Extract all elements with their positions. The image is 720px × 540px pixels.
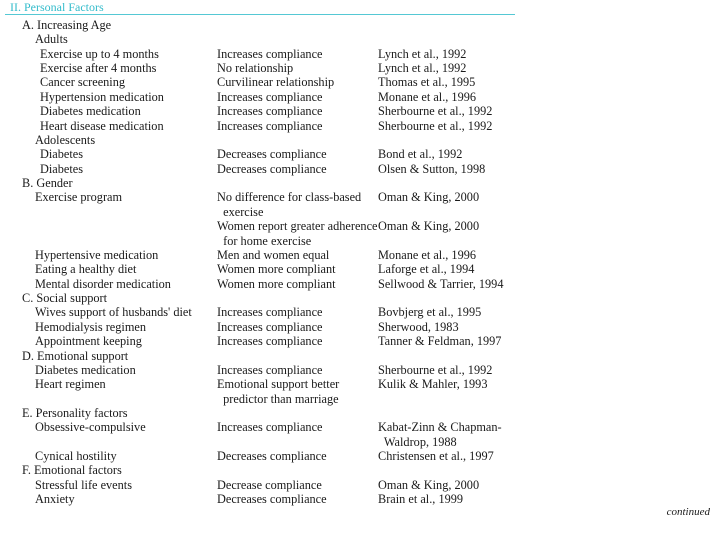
section-title: II. Personal Factors [10,0,104,14]
effect-cell: Decrease compliance [217,477,322,492]
factor-cell: Exercise after 4 months [40,61,157,76]
effect-cell: predictor than marriage [217,391,339,406]
reference-cell: Olsen & Sutton, 1998 [378,161,486,176]
factor-cell: Adolescents [35,132,96,147]
factor-cell: B. Gender [22,176,73,191]
effect-cell: Emotional support better [217,377,340,392]
reference-cell: Oman & King, 2000 [378,190,480,205]
effect-cell: Curvilinear relationship [217,75,335,90]
effect-cell: Increases compliance [217,305,323,320]
reference-cell: Sellwood & Tarrier, 1994 [378,276,504,291]
factor-cell: Diabetes medication [35,362,136,377]
factor-cell: Diabetes [40,147,84,162]
reference-cell: Christensen et al., 1997 [378,449,494,464]
reference-cell: Lynch et al., 1992 [378,46,467,61]
reference-cell: Oman & King, 2000 [378,477,480,492]
effect-cell: Increases compliance [217,118,323,133]
factor-cell: Heart regimen [35,377,106,392]
reference-cell: Laforge et al., 1994 [378,262,475,277]
factor-cell: D. Emotional support [22,348,129,363]
reference-cell: Monane et al., 1996 [378,89,477,104]
factor-cell: A. Increasing Age [22,18,112,32]
factor-cell: E. Personality factors [22,405,128,420]
effect-cell: No difference for class-based [217,190,362,205]
effect-cell: Decreases compliance [217,449,327,464]
reference-cell: Thomas et al., 1995 [378,75,476,90]
effect-cell: Women more compliant [217,276,336,291]
effect-cell: for home exercise [217,233,312,248]
factor-cell: Adults [35,32,68,47]
reference-cell: Lynch et al., 1992 [378,61,467,76]
effect-cell: Women report greater adherence [217,219,378,234]
effect-cell: Increases compliance [217,420,323,435]
effect-cell: exercise [217,204,264,219]
factor-cell: F. Emotional factors [22,463,122,478]
reference-cell: Sherbourne et al., 1992 [378,118,493,133]
factor-cell: Stressful life events [35,477,132,492]
effect-cell: Women more compliant [217,262,336,277]
effect-cell: Increases compliance [217,319,323,334]
reference-cell: Bovbjerg et al., 1995 [378,305,482,320]
reference-cell: Kulik & Mahler, 1993 [378,377,488,392]
factor-cell: Hypertension medication [40,89,164,104]
reference-cell: Kabat-Zinn & Chapman- [378,420,502,435]
reference-cell: Sherwood, 1983 [378,319,459,334]
continued-note: continued [666,506,710,518]
effect-cell: No relationship [217,61,294,76]
reference-cell: Bond et al., 1992 [378,147,463,162]
reference-cell: Sherbourne et al., 1992 [378,104,493,119]
reference-cell: Oman & King, 2000 [378,219,480,234]
reference-cell: Brain et al., 1999 [378,492,464,507]
factor-cell: Hemodialysis regimen [35,319,146,334]
effect-cell: Increases compliance [217,334,323,349]
factor-cell: Exercise up to 4 months [40,46,159,61]
reference-cell: Waldrop, 1988 [378,434,457,449]
reference-cell: Tanner & Feldman, 1997 [378,334,502,349]
factor-cell: C. Social support [22,291,108,306]
factor-cell: Heart disease medication [40,118,164,133]
effect-cell: Men and women equal [217,247,330,262]
title-rule [5,14,515,15]
reference-cell: Monane et al., 1996 [378,247,477,262]
effect-cell: Decreases compliance [217,147,327,162]
factor-cell: Diabetes medication [40,104,141,119]
effect-cell: Decreases compliance [217,161,327,176]
factor-cell: Cynical hostility [35,449,117,464]
factor-cell: Appointment keeping [35,334,142,349]
factor-cell: Hypertensive medication [35,247,159,262]
factor-cell: Eating a healthy diet [35,262,137,277]
reference-cell: Sherbourne et al., 1992 [378,362,493,377]
factor-cell: Wives support of husbands' diet [35,305,192,320]
factor-cell: Obsessive-compulsive [35,420,146,435]
factor-cell: Anxiety [35,492,75,507]
effect-cell: Increases compliance [217,46,323,61]
effect-cell: Increases compliance [217,362,323,377]
factor-cell: Exercise program [35,190,123,205]
effect-cell: Decreases compliance [217,492,327,507]
effect-cell: Increases compliance [217,89,323,104]
factor-cell: Cancer screening [40,75,126,90]
effect-cell: Increases compliance [217,104,323,119]
factor-cell: Diabetes [40,161,84,176]
factor-cell: Mental disorder medication [35,276,171,291]
